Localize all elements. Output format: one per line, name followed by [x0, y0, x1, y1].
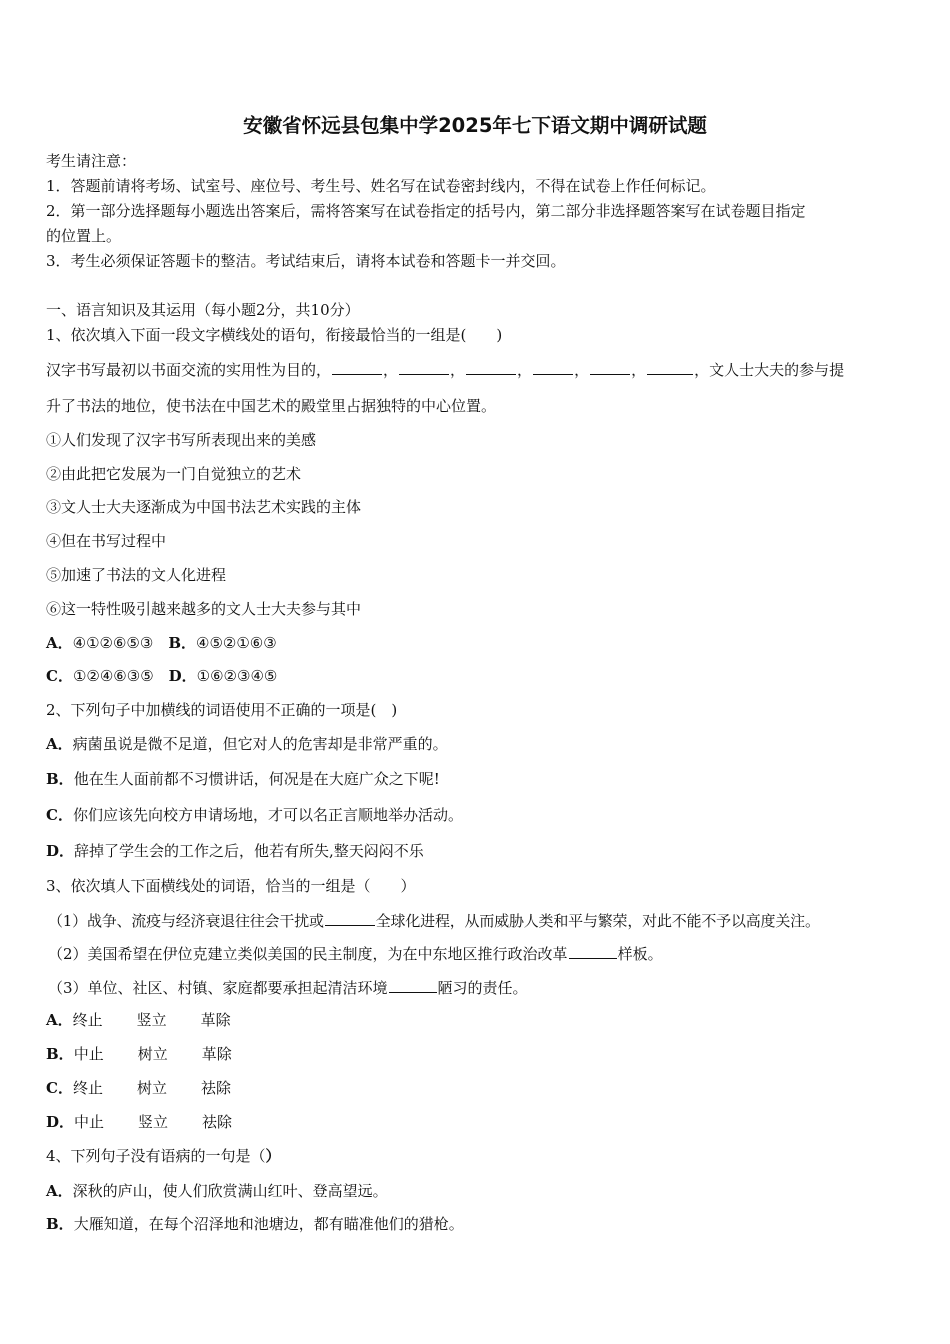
q1-options-ab [46, 633, 277, 653]
q1-item-1: ①人们发现了汉字书写所表现出来的美感 [46, 431, 317, 449]
q1-passage-line2: 升了书法的地位，使书法在中国艺术的殿堂里占据独特的中心位置。 [46, 397, 497, 415]
q3-sentence-1 [48, 910, 820, 931]
q3-stem: 3、依次填人下面横线处的词语，恰当的一组是（ ） [46, 877, 416, 895]
q2-option-b [46, 769, 440, 789]
option-label: A． [46, 735, 73, 753]
stem-paren: ） [265, 1147, 281, 1165]
fill-blank [466, 359, 516, 375]
q1-option-d: ①⑥②③④⑤ [196, 667, 278, 685]
q4-option-b [46, 1214, 464, 1234]
fill-blank [389, 977, 437, 993]
word-1: 中止 [73, 1045, 104, 1063]
sentence-part: （3）单位、社区、村镇、家庭都要承担起清洁环境 [48, 979, 388, 997]
word-3: 革除 [200, 1011, 231, 1029]
option-label: D． [46, 1113, 75, 1131]
q1-item-6: ⑥这一特性吸引越来越多的文人士大夫参与其中 [46, 600, 362, 618]
fill-blank [325, 910, 375, 926]
option-text: 病菌虽说是微不足道，但它对人的危害却是非常严重的。 [72, 735, 448, 753]
q1-options-cd [46, 666, 277, 686]
q3-sentence-2 [48, 943, 663, 964]
word-1: 终止 [72, 1079, 103, 1097]
q4-stem [46, 1146, 281, 1166]
notice-item-2-cont: 的位置上。 [46, 227, 122, 245]
sentence-part: 样板。 [617, 945, 663, 963]
q1-passage-end: ，文人士大夫的参与提 [694, 361, 845, 379]
fill-blank [569, 943, 617, 959]
word-2: 树立 [136, 1079, 167, 1097]
comma: ， [450, 361, 466, 379]
word-3: 祛除 [200, 1079, 231, 1097]
sentence-part: （1）战争、流疫与经济衰退往往会干扰或 [48, 912, 324, 930]
fill-blank [533, 359, 573, 375]
q4-option-a [46, 1181, 388, 1201]
q3-sentence-3 [48, 977, 528, 998]
option-text: 辞掉了学生会的工作之后，他若有所失,整天闷闷不乐 [74, 842, 424, 860]
notice-item-1: 1．答题前请将考场、试室号、座位号、考生号、姓名写在试卷密封线内，不得在试卷上作任何标记。 [46, 177, 716, 195]
option-text: 大雁知道，在每个沼泽地和池塘边，都有瞄准他们的猎枪。 [73, 1215, 464, 1233]
notice-item-3: 3．考生必须保证答题卡的整洁。考试结束后，请将本试卷和答题卡一并交回。 [46, 252, 566, 270]
q2-option-c [46, 805, 463, 825]
q1-item-4: ④但在书写过程中 [46, 532, 167, 550]
notice-heading: 考生请注意： [46, 152, 137, 170]
q1-item-5: ⑤加速了书法的文人化进程 [46, 566, 227, 584]
q1-passage-line1 [46, 359, 844, 380]
q1-item-3: ③文人士大夫逐渐成为中国书法艺术实践的主体 [46, 498, 362, 516]
stem-text: 4、下列句子没有语病的一句是（ [46, 1147, 266, 1165]
word-1: 中止 [74, 1113, 105, 1131]
option-label: C． [46, 1079, 73, 1097]
option-text: 你们应该先向校方申请场地，才可以名正言顺地举办活动。 [72, 806, 463, 824]
option-label: D． [46, 842, 75, 860]
comma: ， [631, 361, 647, 379]
word-1: 终止 [72, 1011, 103, 1029]
comma: ， [517, 361, 533, 379]
option-label: B． [46, 770, 74, 788]
sentence-part: 全球化进程，从而威胁人类和平与繁荣，对此不能不予以高度关注。 [375, 912, 820, 930]
comma: ， [383, 361, 399, 379]
fill-blank [590, 359, 630, 375]
option-label: B． [46, 1045, 74, 1063]
q1-stem: 1、依次填入下面一段文字横线处的语句，衔接最恰当的一组是( ) [46, 326, 503, 344]
option-label-a: A． [46, 634, 73, 652]
q3-option-b [46, 1044, 232, 1064]
notice-item-2: 2．第一部分选择题每小题选出答案后，需将答案写在试卷指定的括号内，第二部分非选择题答案写在试卷题目指定 [46, 202, 806, 220]
q3-option-a [46, 1010, 231, 1030]
q1-item-2: ②由此把它发展为一门自觉独立的艺术 [46, 465, 302, 483]
q2-option-d [46, 841, 424, 861]
option-label-b: B． [168, 634, 197, 652]
option-text: 深秋的庐山，使人们欣赏满山红叶、登高望远。 [72, 1182, 388, 1200]
word-2: 树立 [137, 1045, 168, 1063]
sentence-part: 陋习的责任。 [437, 979, 528, 997]
word-2: 竖立 [136, 1011, 167, 1029]
q2-option-a [46, 734, 448, 754]
q1-option-b: ④⑤②①⑥③ [196, 634, 277, 652]
fill-blank [332, 359, 382, 375]
page-title: 安徽省怀远县包集中学2025年七下语文期中调研试题 [243, 114, 707, 137]
fill-blank [647, 359, 693, 375]
fill-blank [399, 359, 449, 375]
section-heading: 一、语言知识及其运用（每小题2分，共10分） [46, 301, 360, 319]
q1-option-a: ④①②⑥⑤③ [72, 634, 154, 652]
option-label: A． [46, 1011, 73, 1029]
word-2: 竖立 [138, 1113, 169, 1131]
q3-option-d [46, 1112, 232, 1132]
word-3: 祛除 [202, 1113, 233, 1131]
q1-option-c: ①②④⑥③⑤ [72, 667, 154, 685]
option-label-c: C． [46, 667, 73, 685]
option-label: B． [46, 1215, 74, 1233]
q1-passage-start: 汉字书写最初以书面交流的实用性为目的， [46, 361, 332, 379]
sentence-part: （2）美国希望在伊位克建立类似美国的民主制度，为在中东地区推行政治改革 [48, 945, 568, 963]
option-label: C． [46, 806, 73, 824]
q2-stem: 2、下列句子中加横线的词语使用不正确的一项是( ) [46, 701, 398, 719]
q3-option-c [46, 1078, 231, 1098]
option-text: 他在生人面前都不习惯讲话，何况是在大庭广众之下呢! [73, 770, 440, 788]
word-3: 革除 [201, 1045, 232, 1063]
option-label: A． [46, 1182, 73, 1200]
option-label-d: D． [168, 667, 197, 685]
comma: ， [574, 361, 590, 379]
